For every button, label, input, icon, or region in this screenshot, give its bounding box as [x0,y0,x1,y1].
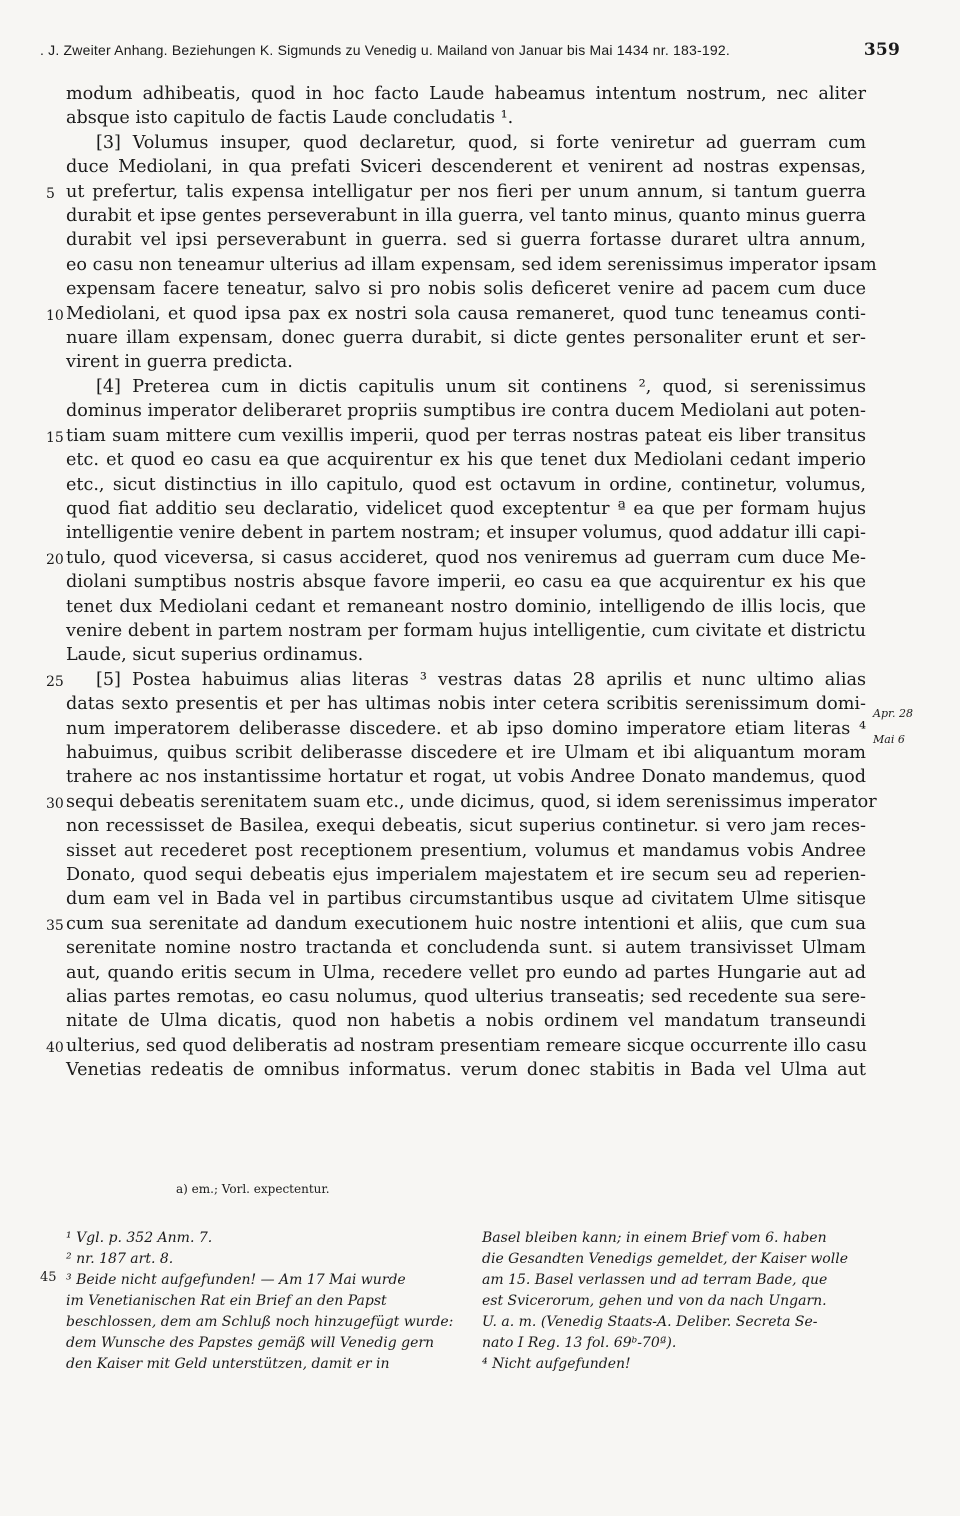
line-text: eo casu non teneamur ulterius ad illam expensam, sed idem serenissimus imperator ipsam [66,254,877,275]
text-line [66,375,866,399]
line-text: durabit et ipse gentes perseverabunt in illa guerra, vel tanto minus, quanto minus guerra [66,206,867,227]
text-line [66,448,866,472]
page-number: 359 [863,40,900,60]
text-line [66,936,866,960]
line-text: trahere ac nos instantissime hortatur et rogat, ut vobis Andree Donato mandemus, quod [66,767,866,788]
footnote-line: Basel bleiben kann; in einem Brief vom 6. haben [482,1230,827,1246]
line-text: intelligentie venire debent in partem nostram; et insuper volumus, quod addatur illi capi- [66,523,866,544]
line-text: sisset aut recederet post receptionem presentium, volumus et mandamus vobis Andree [66,840,866,861]
text-line [66,765,866,789]
line-text: non recessisset de Basilea, exequi debeatis, sicut superius continetur. si vero jam reces- [66,816,866,837]
footnote-line: ¹ Vgl. p. 352 Anm. 7. [66,1230,213,1246]
line-text: nuare illam expensam, donec guerra durabit, si dicte gentes personaliter erunt et ser- [66,328,866,349]
line-text: ut prefertur, talis expensa intelligatur per nos fieri per unum annum, si tantum guerra [66,181,866,202]
text-line [46,790,877,814]
text-line [66,82,866,106]
footnote-line: ² nr. 187 art. 8. [66,1251,174,1267]
line-text: absque isto capitulo de factis Laude concludatis ¹. [66,108,514,129]
line-text: aut, quando eritis secum in Ulma, recedere vellet pro eundo ad partes Hungarie aut ad [66,962,866,983]
text-line [46,912,866,936]
line-text: [3] Volumus insuper, quod declaretur, quod, si forte veniretur ad guerram cum [96,132,866,153]
text-line [66,985,866,1009]
line-text: habuimus, quibus scribit deliberasse discedere et ire Ulmam et ibi aliquantum moram [66,742,866,763]
text-line [66,253,877,277]
line-text: durabit vel ipsi perseverabunt in guerra. sed si guerra fortasse duraret ultra annum, [66,230,866,251]
text-line [46,180,866,204]
footnotes-right-column [482,1228,872,1375]
line-text: [5] Postea habuimus alias literas ³ vestras datas 28 aprilis et nunc ultimo alias [96,669,866,690]
line-text: Laude, sicut superius ordinamus. [66,645,364,666]
text-line [66,497,866,521]
text-line [66,643,866,667]
line-text: num imperatorem deliberasse discedere. et ab ipso domino imperatore etiam literas ⁴ [66,718,866,739]
text-line [66,473,866,497]
line-text: etc. et quod eo casu ea que acquirentur ex his que tenet dux Mediolani cedant imperio [66,450,866,471]
footnote-line: U. a. m. (Venedig Staats-A. Deliber. Secreta Se- [482,1314,818,1330]
text-line [46,424,866,448]
line-text: Donato, quod sequi debeatis ejus imperialem majestatem et ire secum seu ad reperien- [66,865,866,885]
line-number: 35 [46,917,64,934]
text-line [46,668,866,692]
text-line [66,887,866,911]
line-number: 10 [46,307,64,324]
text-line [66,326,866,350]
text-line [66,1058,866,1082]
text-line [66,741,866,765]
footnote-line-number: 45 [40,1270,57,1285]
textual-footnote: a) em.; Vorl. expectentur. [176,1182,330,1196]
line-number: 20 [46,551,64,568]
text-line [66,228,866,252]
footnote-line: die Gesandten Venedigs gemeldet, der Kaiser wolle [482,1251,848,1267]
line-number: 30 [46,795,64,812]
footnote-line: ³ Beide nicht aufgefunden! — Am 17 Mai wurde [66,1272,406,1288]
text-line [66,717,866,741]
text-line [66,570,866,594]
line-text: ulterius, sed quod deliberatis ad nostram presentiam remeare sicque occurrente illo casu [66,1035,868,1056]
line-text: quod fiat additio seu declaratio, videlicet quod exceptentur ª ea que per formam hujus [66,498,866,519]
line-text: dum eam vel in Bada vel in partibus circumstantibus usque ad civitatem Ulme sitisque [66,889,866,910]
line-text: [4] Preterea cum in dictis capitulis unum sit continens ², quod, si serenissimus [96,376,866,397]
line-text: duce Mediolani, in qua prefati Sviceri descenderent et venirent ad nostras expensas, [66,157,866,178]
line-text: datas sexto presentis et per has ultimas nobis inter cetera scribitis serenissimum domi- [66,694,866,715]
text-line [66,155,866,179]
text-line [66,1009,866,1033]
running-header [40,40,900,60]
line-text: nitate de Ulma dicatis, quod non habetis a nobis ordinem vel mandatum transeundi [66,1011,866,1032]
footnote-line: est Svicerorum, gehen und von da nach Ungarn. [482,1293,827,1309]
text-line [66,521,866,545]
text-line [66,814,866,838]
text-line [66,839,866,863]
line-text: dominus imperator deliberaret propriis sumptibus ire contra ducem Mediolani aut poten- [66,401,866,422]
line-number: 5 [46,185,55,202]
line-text: alias partes remotas, eo casu nolumus, quod ulterius transeatis; sed recedente sua sere- [66,987,866,1008]
footnote-line: nato I Reg. 13 fol. 69ᵇ-70ª). [482,1335,677,1351]
text-line [66,106,866,130]
margin-note-date: Mai 6 [873,733,905,746]
line-text: serenitate nomine nostro tractanda et concludenda sunt. si autem transivisset Ulmam [66,938,866,959]
text-line [46,302,866,326]
footnote-line: am 15. Basel verlassen und ad terram Bade, que [482,1272,828,1288]
line-text: tenet dux Mediolani cedant et remaneant nostro dominio, intelligendo de illis locis, que [66,596,866,617]
footnote-line: ⁴ Nicht aufgefunden! [482,1356,631,1372]
line-text: Mediolani, et quod ipsa pax ex nostri sola causa remaneret, quod tunc teneamus conti- [66,303,866,324]
footnote-line: dem Wunsche des Papstes gemäß will Venedig gern [66,1335,435,1351]
footnotes-left-column [66,1228,456,1375]
text-line [66,595,866,619]
line-text: venire debent in partem nostram per formam hujus intelligentie, cum civitate et districtu [66,620,866,641]
text-line [66,863,866,887]
text-line [66,350,866,374]
line-number: 15 [46,429,64,446]
line-number: 40 [46,1039,64,1056]
line-text: etc., sicut distinctius in illo capitulo, quod est octavum in ordine, continetur, volumus, [66,474,866,495]
text-line [66,131,866,155]
running-title: . J. Zweiter Anhang. Beziehungen K. Sigmunds zu Venedig u. Mailand von Januar bis Mai 1434 nr. 183-192. [40,42,730,58]
main-text [46,82,877,1083]
footnote-line: im Venetianischen Rat ein Brief an den Papst [66,1293,387,1309]
text-line [46,1034,868,1058]
text-line [66,204,866,228]
line-text: diolani sumptibus nostris absque favore imperii, eo casu ea que acquirentur ex his que [66,572,866,593]
text-line [66,277,866,301]
text-line [66,961,866,985]
footnote-line: beschlossen, dem am Schluß noch hinzugefügt wurde: [66,1314,454,1330]
text-line [46,546,866,570]
line-text: modum adhibeatis, quod in hoc facto Laude habeamus intentum nostrum, nec aliter [66,84,866,104]
text-line [66,692,866,716]
footnote-line: den Kaiser mit Geld unterstützen, damit er in [66,1356,390,1372]
margin-note-date: Apr. 28 [873,707,914,720]
line-number: 25 [46,673,64,690]
line-text: tulo, quod viceversa, si casus accideret, quod nos veniremus ad guerram cum duce Me- [66,547,866,568]
line-text: Venetias redeatis de omnibus informatus. verum donec stabitis in Bada vel Ulma aut [66,1060,866,1081]
line-text: expensam facere teneatur, salvo si pro nobis solis deficeret venire ad pacem cum duce [66,279,866,300]
line-text: sequi debeatis serenitatem suam etc., unde dicimus, quod, si idem serenissimus imperator [66,791,877,812]
line-text: virent in guerra predicta. [66,352,293,373]
text-line [66,619,866,643]
line-text: tiam suam mittere cum vexillis imperii, quod per terras nostras pateat eis liber transitus [66,425,866,446]
text-line [66,399,866,423]
line-text: cum sua serenitate ad dandum executionem huic nostre intentioni et aliis, que cum sua [66,913,866,934]
